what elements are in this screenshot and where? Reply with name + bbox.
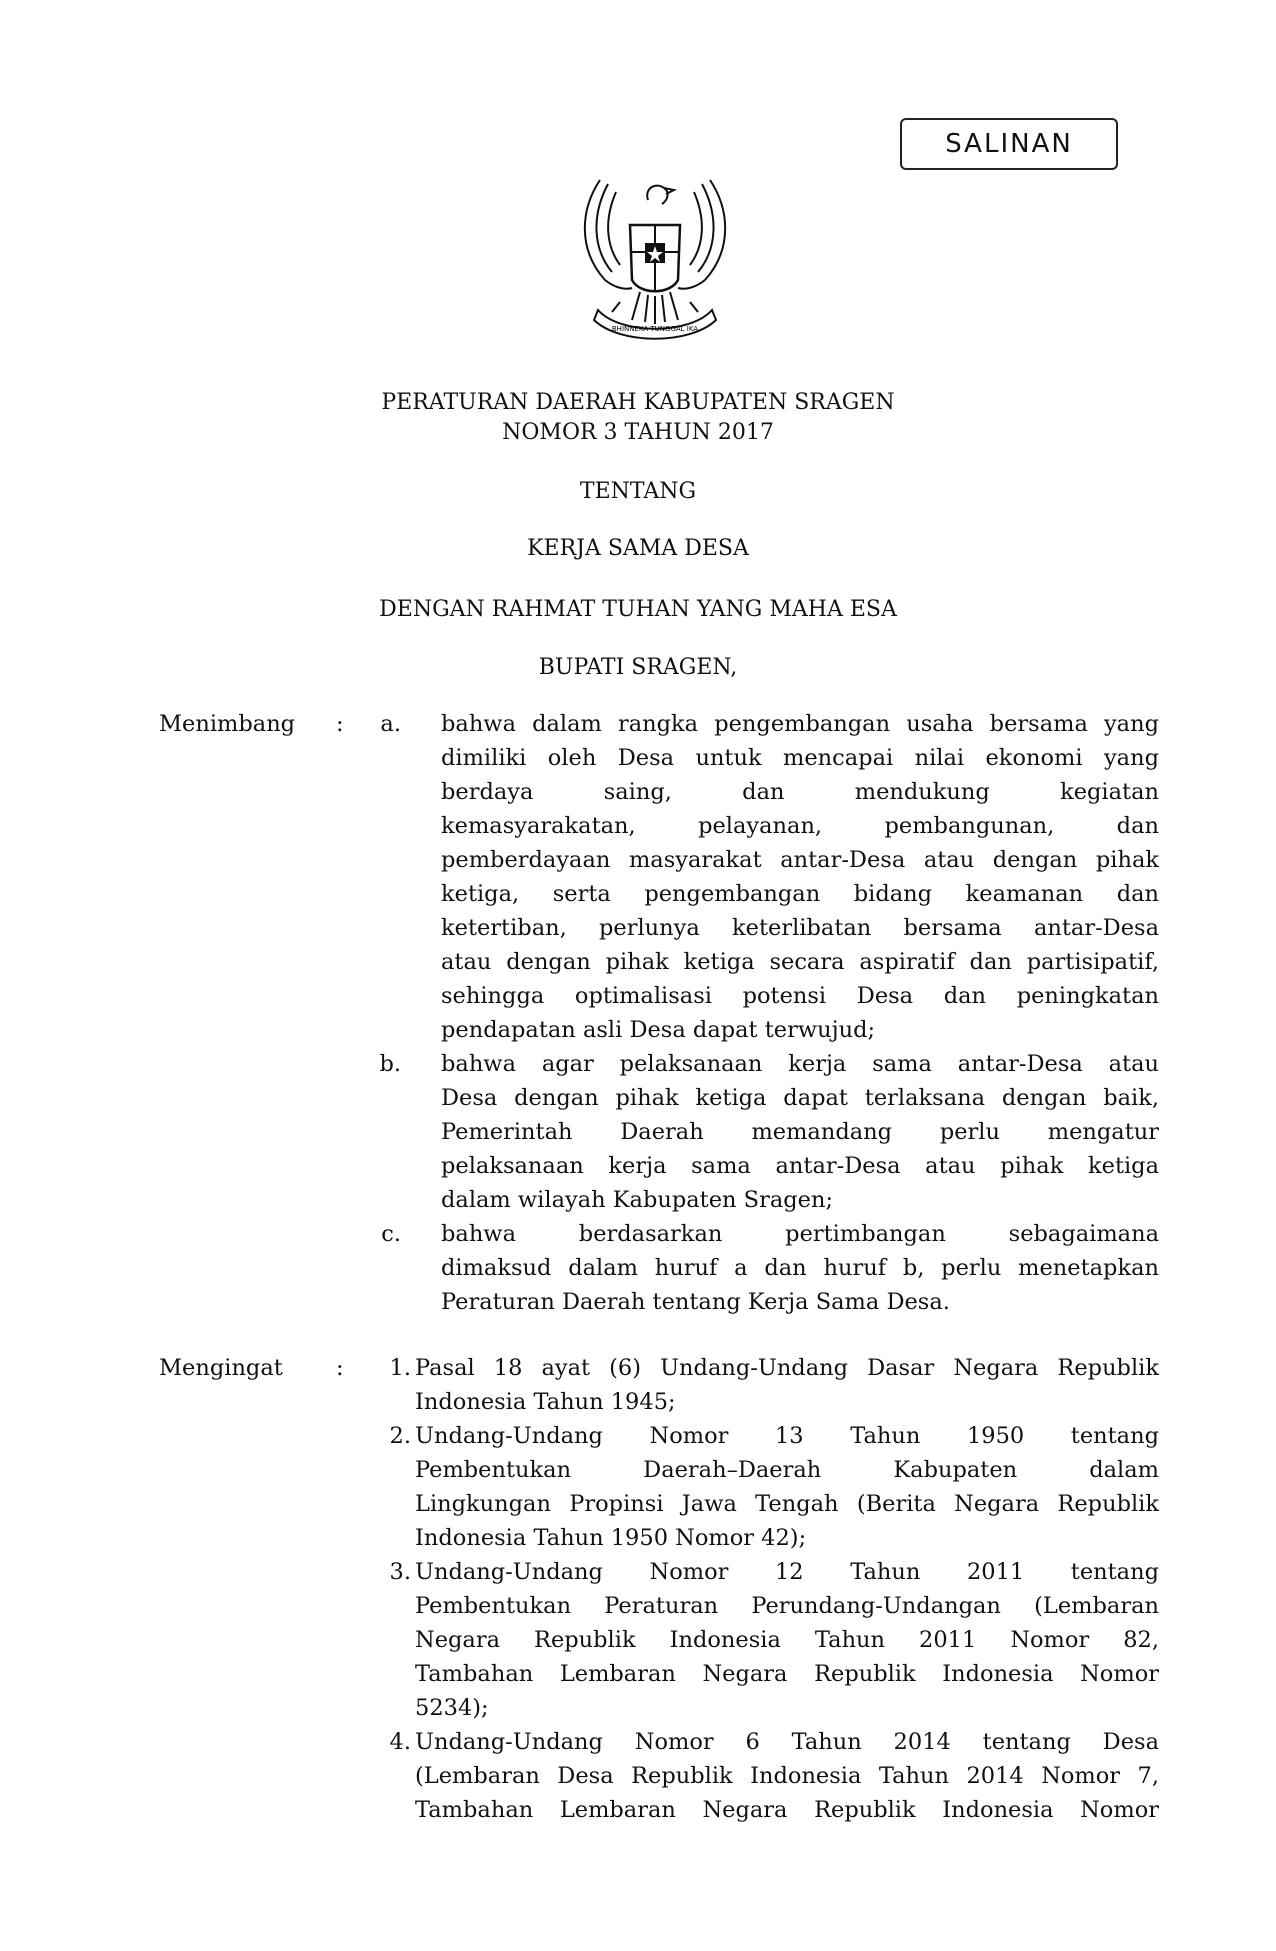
regulation-title: PERATURAN DAERAH KABUPATEN SRAGEN bbox=[381, 390, 895, 415]
garuda-pancasila-emblem bbox=[560, 170, 750, 350]
mengingat-item-marker: 4. bbox=[389, 1729, 411, 1755]
menimbang-item-line: atau dengan pihak ketiga secara aspiratif dan partisipatif, bbox=[441, 949, 1159, 975]
mengingat-label: Mengingat bbox=[159, 1355, 283, 1381]
mengingat-colon: : bbox=[336, 1355, 344, 1381]
mengingat-item-line: 5234); bbox=[415, 1695, 489, 1721]
menimbang-item-line: pendapatan asli Desa dapat terwujud; bbox=[441, 1017, 876, 1043]
tentang-heading: TENTANG bbox=[579, 479, 697, 504]
menimbang-item-line: ketertiban, perlunya keterlibatan bersama antar-Desa bbox=[441, 915, 1159, 941]
mengingat-item-line: Pembentukan Daerah–Daerah Kabupaten dalam bbox=[415, 1457, 1159, 1483]
menimbang-item-line: dalam wilayah Kabupaten Sragen; bbox=[441, 1187, 834, 1213]
menimbang-colon: : bbox=[336, 711, 344, 737]
menimbang-item-marker: b. bbox=[379, 1051, 401, 1077]
mengingat-item-line: Indonesia Tahun 1945; bbox=[415, 1389, 676, 1415]
menimbang-item-line: bahwa dalam rangka pengembangan usaha bersama yang bbox=[441, 711, 1159, 737]
regulation-subject: KERJA SAMA DESA bbox=[527, 536, 749, 561]
menimbang-item bbox=[441, 707, 1159, 1047]
menimbang-item-line: Pemerintah Daerah memandang perlu mengatur bbox=[441, 1119, 1159, 1145]
mengingat-item-line: (Lembaran Desa Republik Indonesia Tahun 2014 Nomor 7, bbox=[415, 1763, 1159, 1789]
menimbang-item-marker: c. bbox=[381, 1221, 401, 1247]
menimbang-item-line: bahwa agar pelaksanaan kerja sama antar-Desa atau bbox=[441, 1051, 1159, 1077]
mengingat-item bbox=[415, 1725, 1159, 1827]
mengingat-item-line: Undang-Undang Nomor 13 Tahun 1950 tentang bbox=[415, 1423, 1159, 1449]
menimbang-item-line: sehingga optimalisasi potensi Desa dan peningkatan bbox=[441, 983, 1159, 1009]
mengingat-item bbox=[415, 1555, 1159, 1725]
menimbang-item-line: dimaksud dalam huruf a dan huruf b, perlu menetapkan bbox=[441, 1255, 1159, 1281]
menimbang-item bbox=[441, 1047, 1159, 1217]
menimbang-item-marker: a. bbox=[380, 711, 401, 737]
mengingat-item-line: Tambahan Lembaran Negara Republik Indonesia Nomor bbox=[415, 1661, 1159, 1687]
salinan-stamp: SALINAN bbox=[900, 118, 1118, 170]
mengingat-item-line: Pembentukan Peraturan Perundang-Undangan (Lembaran bbox=[415, 1593, 1159, 1619]
menimbang-item-line: ketiga, serta pengembangan bidang keamanan dan bbox=[441, 881, 1159, 907]
mengingat-item bbox=[415, 1351, 1159, 1419]
emblem-motto: BHINNEKA TUNGGAL IKA bbox=[611, 325, 699, 333]
menimbang-label: Menimbang bbox=[159, 711, 296, 737]
menimbang-item-line: pelaksanaan kerja sama antar-Desa atau pihak ketiga bbox=[441, 1153, 1159, 1179]
menimbang-item-line: kemasyarakatan, pelayanan, pembangunan, dan bbox=[441, 813, 1159, 839]
menimbang-item bbox=[441, 1217, 1159, 1319]
mengingat-item-marker: 3. bbox=[389, 1559, 411, 1585]
mengingat-item-line: Indonesia Tahun 1950 Nomor 42); bbox=[415, 1525, 807, 1551]
regulation-number: NOMOR 3 TAHUN 2017 bbox=[502, 420, 774, 445]
menimbang-item-line: pemberdayaan masyarakat antar-Desa atau dengan pihak bbox=[441, 847, 1159, 873]
mengingat-item-line: Tambahan Lembaran Negara Republik Indonesia Nomor bbox=[415, 1797, 1159, 1823]
mengingat-item-line: Negara Republik Indonesia Tahun 2011 Nomor 82, bbox=[415, 1627, 1159, 1653]
mengingat-item-marker: 2. bbox=[389, 1423, 411, 1449]
menimbang-item-line: bahwa berdasarkan pertimbangan sebagaimana bbox=[441, 1221, 1159, 1247]
preamble-line: DENGAN RAHMAT TUHAN YANG MAHA ESA bbox=[379, 597, 897, 622]
authority-line: BUPATI SRAGEN, bbox=[538, 655, 738, 680]
menimbang-item-line: dimiliki oleh Desa untuk mencapai nilai ekonomi yang bbox=[441, 745, 1159, 771]
menimbang-item-line: berdaya saing, dan mendukung kegiatan bbox=[441, 779, 1159, 805]
mengingat-item-marker: 1. bbox=[389, 1355, 411, 1381]
menimbang-item-line: Peraturan Daerah tentang Kerja Sama Desa. bbox=[441, 1289, 950, 1315]
mengingat-item-line: Undang-Undang Nomor 12 Tahun 2011 tentang bbox=[415, 1559, 1159, 1585]
mengingat-item-line: Lingkungan Propinsi Jawa Tengah (Berita Negara Republik bbox=[415, 1491, 1159, 1517]
mengingat-item-line: Pasal 18 ayat (6) Undang-Undang Dasar Negara Republik bbox=[415, 1355, 1159, 1381]
menimbang-item-line: Desa dengan pihak ketiga dapat terlaksana dengan baik, bbox=[441, 1085, 1159, 1111]
mengingat-item bbox=[415, 1419, 1159, 1555]
mengingat-item-line: Undang-Undang Nomor 6 Tahun 2014 tentang Desa bbox=[415, 1729, 1159, 1755]
